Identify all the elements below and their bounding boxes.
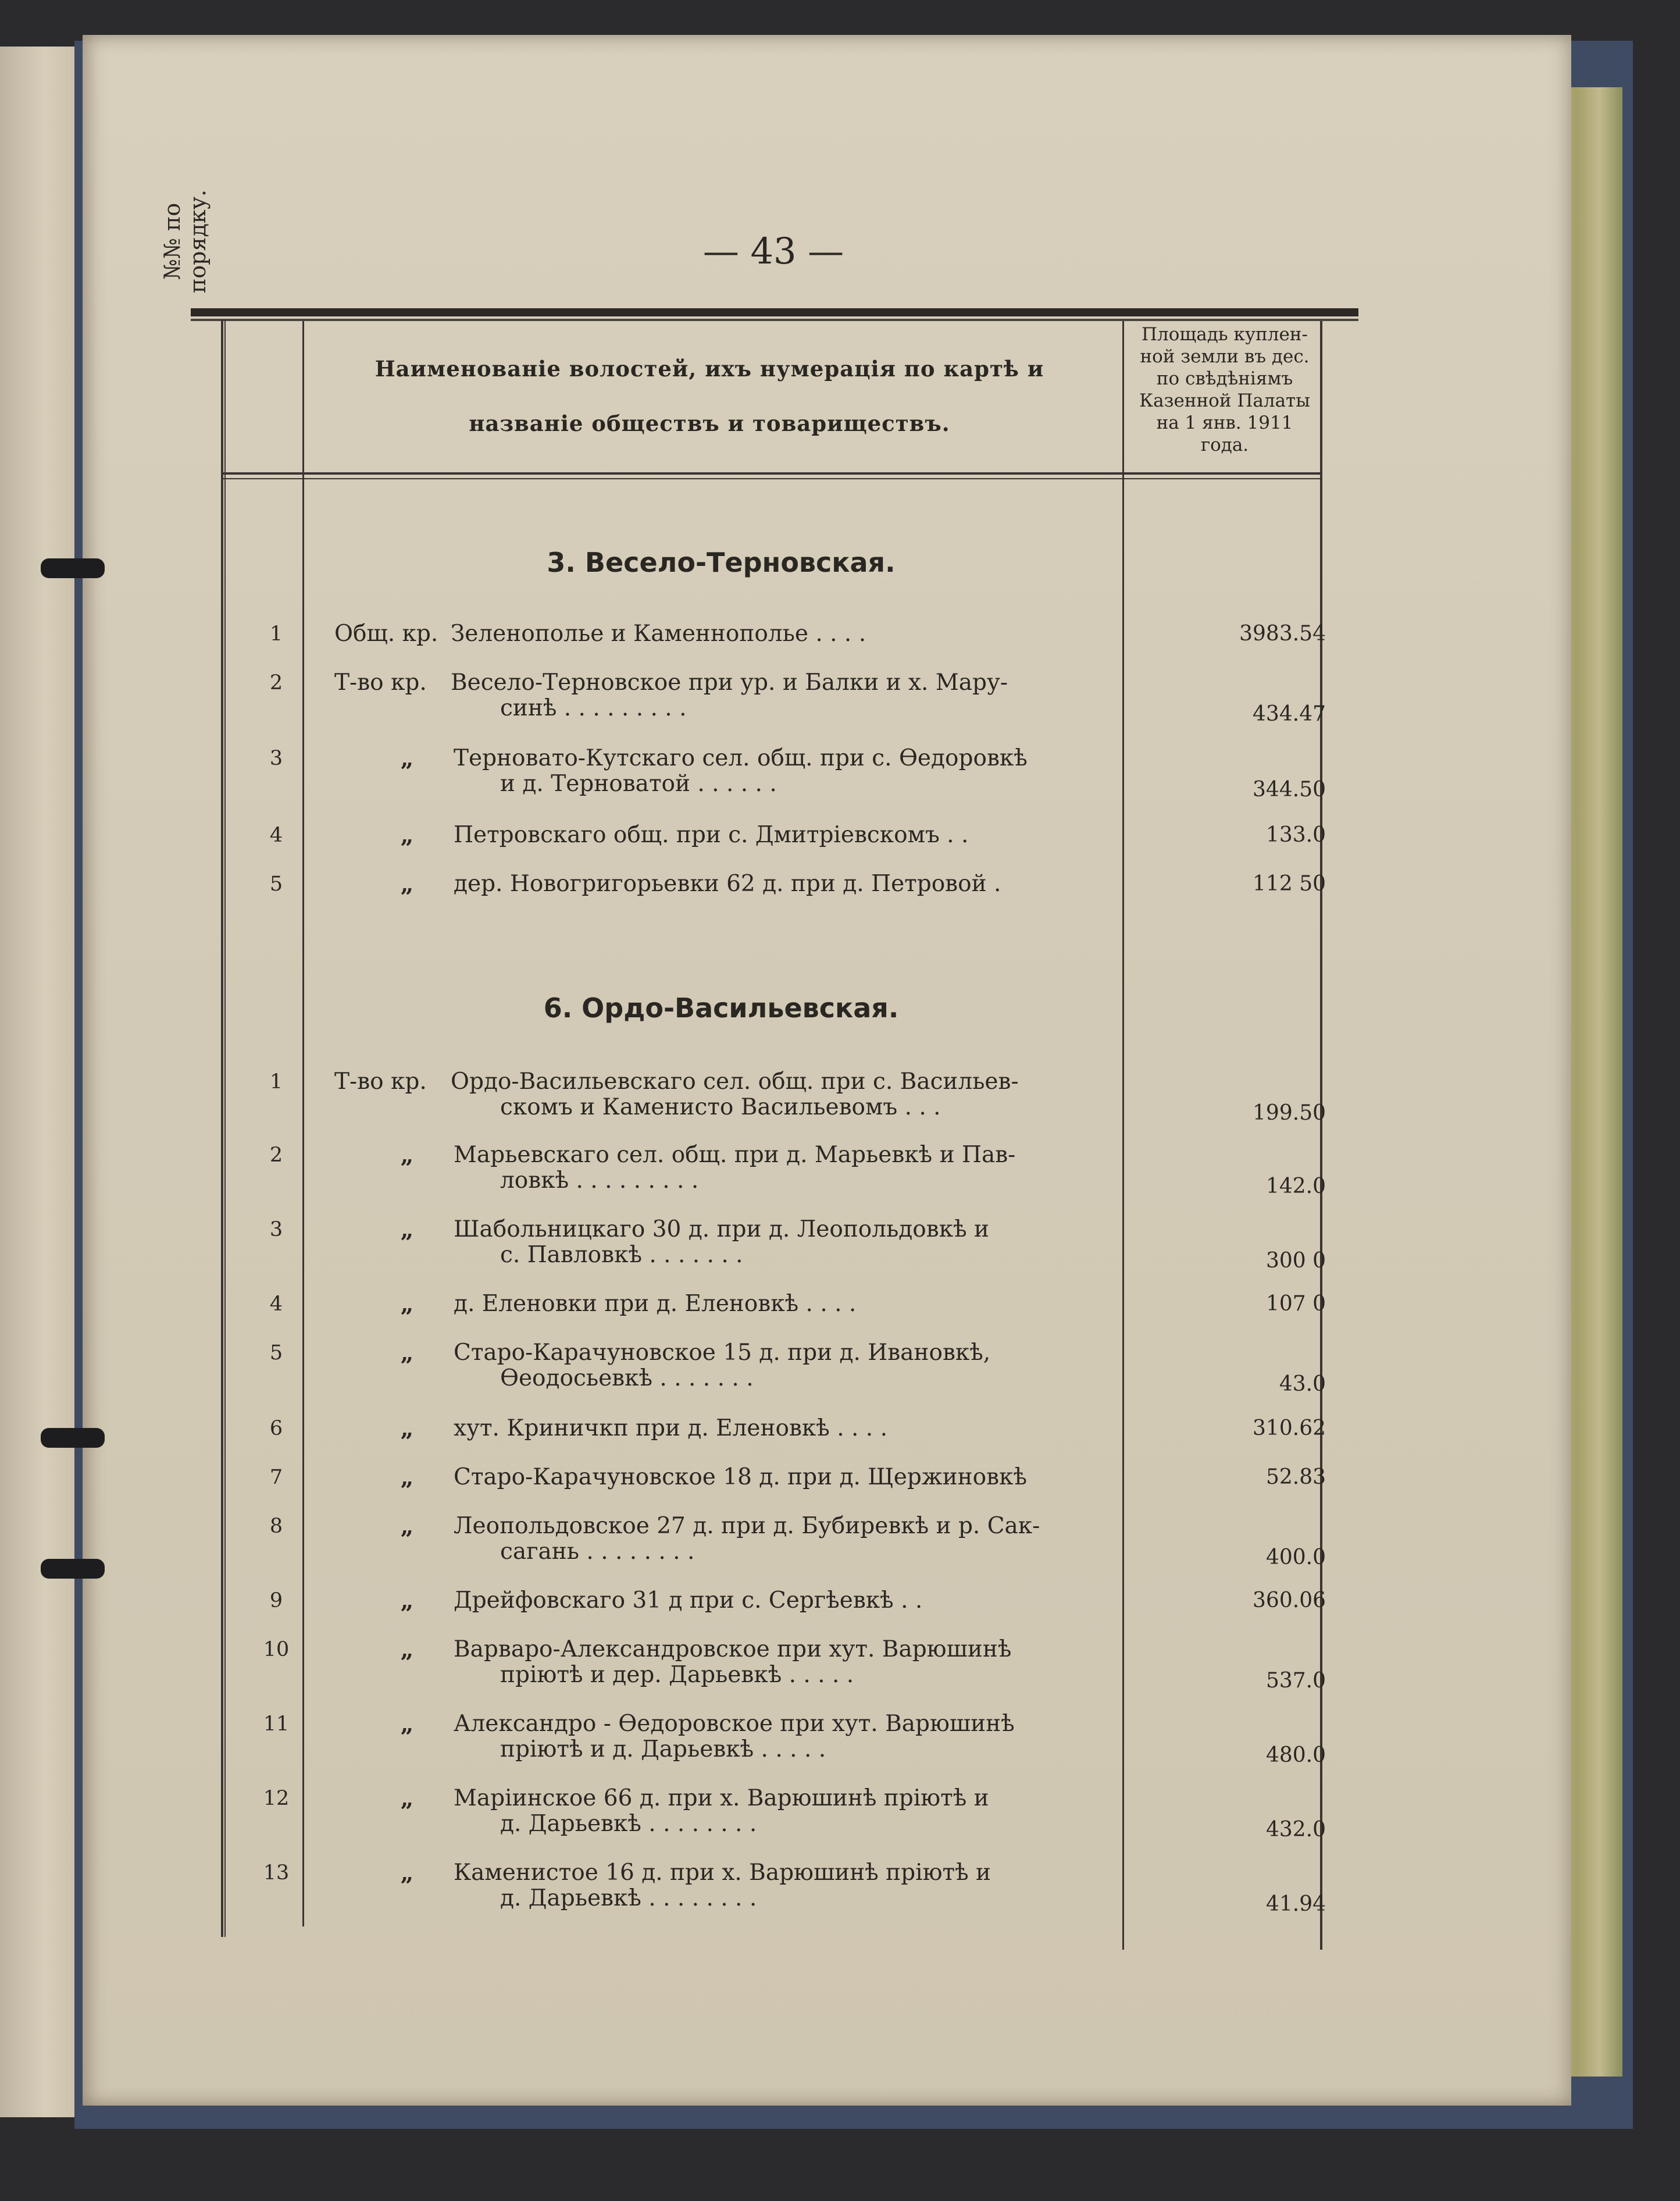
ditto-mark: „ [400, 1513, 414, 1540]
ditto-mark: „ [400, 1415, 414, 1442]
row-description: Варваро-Александровское при хут. Варюшинѣ [454, 1636, 1012, 1662]
row-area: 107 0 [1265, 1292, 1326, 1316]
binder-ring [41, 558, 105, 578]
row-number: 1 [269, 622, 283, 646]
table-right-border [1320, 321, 1322, 1950]
row-area: 112 50 [1253, 872, 1326, 896]
header-area-line: на 1 янв. 1911 [1156, 412, 1293, 433]
row-description: дер. Новогригорьевки 62 д. при д. Петровой . [454, 871, 1001, 897]
row-description: Дрейфовскаго 31 д при с. Сергѣевкѣ . . [454, 1587, 923, 1614]
header-area-line: по свѣдѣніямъ [1156, 368, 1293, 389]
ditto-mark: „ [400, 1587, 414, 1614]
header-area-line: года. [1200, 434, 1249, 455]
row-description: д. Еленовки при д. Еленовкѣ . . . . [454, 1291, 857, 1317]
row-description: Старо-Карачуновское 18 д. при д. Щержиновкѣ [454, 1464, 1028, 1490]
row-area: 310.62 [1253, 1416, 1326, 1440]
row-description-cont: ловкѣ . . . . . . . . . [500, 1167, 699, 1194]
row-description: Старо-Карачуновское 15 д. при д. Ивановкѣ, [454, 1340, 991, 1366]
row-area: 432.0 [1265, 1818, 1326, 1842]
section-title: 6. Ордо-Васильевская. [543, 992, 899, 1024]
ditto-mark: „ [400, 1860, 414, 1886]
row-area: 52.83 [1265, 1465, 1326, 1489]
header-title-line-1: Наименованіе волостей, ихъ нумерація по картѣ и [374, 356, 1044, 382]
row-number: 11 [263, 1712, 290, 1736]
table-top-rule-thin [191, 319, 1358, 321]
row-area: 3983.54 [1239, 622, 1326, 646]
row-number: 8 [269, 1515, 283, 1538]
row-area: 300 0 [1265, 1249, 1326, 1273]
header-number-line: порядку. [185, 189, 211, 294]
row-number: 4 [269, 1292, 283, 1316]
table-left-border [221, 320, 223, 1937]
row-number: 5 [269, 872, 283, 896]
section-title: 3. Весело-Терновская. [547, 547, 896, 578]
ditto-mark: „ [400, 871, 414, 898]
row-description-cont: сагань . . . . . . . . [500, 1538, 695, 1565]
row-description: Терновато-Кутскаго сел. общ. при с. Ѳедоровкѣ [454, 745, 1028, 771]
page-number: — 43 — [702, 230, 844, 272]
row-description: Маріинское 66 д. при х. Варюшинѣ пріютѣ и [454, 1785, 989, 1811]
ditto-mark: „ [400, 1142, 414, 1169]
row-description-cont: пріютѣ и д. Дарьевкѣ . . . . . [500, 1736, 826, 1762]
row-description-cont: скомъ и Каменисто Васильевомъ . . . [500, 1094, 941, 1120]
row-area: 537.0 [1265, 1669, 1326, 1693]
ditto-mark: „ [400, 1216, 414, 1243]
row-number: 9 [269, 1589, 283, 1612]
row-description-cont: д. Дарьевкѣ . . . . . . . . [500, 1811, 757, 1837]
row-description: Марьевскаго сел. общ. при д. Марьевкѣ и Пав- [454, 1142, 1016, 1168]
header-number-column [159, 145, 211, 337]
row-description-cont: Ѳеодосьевкѣ . . . . . . . [500, 1365, 754, 1391]
header-title-line-2: названіе обществъ и товариществъ. [469, 411, 950, 436]
header-area-line: Площадь куплен- [1142, 324, 1308, 345]
row-number: 3 [269, 747, 283, 770]
row-area: 344.50 [1253, 778, 1326, 802]
row-description: Петровскаго общ. при с. Дмитріевскомъ . . [454, 822, 969, 848]
row-description: Александро - Ѳедоровское при хут. Варюшинѣ [454, 1711, 1015, 1737]
header-area-line: ной земли въ дес. [1140, 346, 1310, 367]
ditto-mark: „ [400, 1464, 414, 1491]
ditto-mark: „ [400, 1340, 414, 1366]
binder-ring [41, 1559, 105, 1579]
header-number-line: №№ по [159, 202, 185, 280]
left-page-edge [0, 47, 79, 2117]
ditto-mark: „ [400, 1785, 414, 1812]
ditto-mark: „ [400, 822, 414, 849]
row-number: 4 [269, 824, 283, 847]
row-area: 480.0 [1265, 1743, 1326, 1767]
table-left-border-inner [224, 320, 226, 1937]
header-bottom-rule [223, 472, 1322, 475]
header-bottom-rule-thin [223, 478, 1322, 479]
row-description-cont: пріютѣ и дер. Дарьевкѣ . . . . . [500, 1662, 854, 1688]
row-number: 2 [269, 1144, 283, 1167]
column-divider-number [302, 321, 304, 1926]
row-description: хут. Криничкп при д. Еленовкѣ . . . . [454, 1415, 887, 1441]
row-description: Зеленополье и Каменнополье . . . . [451, 621, 866, 647]
row-area: 142.0 [1265, 1174, 1326, 1198]
row-number: 7 [269, 1466, 283, 1489]
row-prefix: Общ. кр. [334, 621, 438, 647]
row-area: 434.47 [1253, 702, 1326, 726]
row-description-cont: синѣ . . . . . . . . . [500, 695, 687, 721]
header-area-line: Казенной Палаты [1139, 390, 1310, 411]
ditto-mark: „ [400, 745, 414, 772]
row-description-cont: с. Павловкѣ . . . . . . . [500, 1242, 743, 1268]
row-number: 6 [269, 1417, 283, 1440]
row-description-cont: и д. Терноватой . . . . . . [500, 771, 777, 797]
row-area: 360.06 [1253, 1589, 1326, 1612]
row-number: 10 [263, 1638, 290, 1661]
row-area: 133.0 [1265, 823, 1326, 847]
row-description-cont: д. Дарьевкѣ . . . . . . . . [500, 1885, 757, 1911]
row-description: Ордо-Васильевскаго сел. общ. при с. Васильев- [451, 1069, 1019, 1095]
table-top-rule [191, 308, 1358, 316]
row-description: Леопольдовское 27 д. при д. Бубиревкѣ и р. Сак- [454, 1513, 1040, 1539]
row-number: 1 [269, 1070, 283, 1094]
ditto-mark: „ [400, 1636, 414, 1663]
row-number: 13 [263, 1861, 290, 1885]
header-area-column [1126, 323, 1324, 456]
binder-ring [41, 1428, 105, 1448]
row-number: 3 [269, 1218, 283, 1241]
ditto-mark: „ [400, 1711, 414, 1737]
row-prefix: Т-во кр. [334, 669, 427, 696]
ditto-mark: „ [400, 1291, 414, 1317]
row-description: Шабольницкаго 30 д. при д. Леопольдовкѣ и [454, 1216, 990, 1242]
row-area: 400.0 [1265, 1545, 1326, 1569]
row-number: 5 [269, 1341, 283, 1365]
row-area: 43.0 [1279, 1372, 1326, 1396]
row-area: 199.50 [1253, 1101, 1326, 1125]
row-number: 2 [269, 671, 283, 695]
row-area: 41.94 [1265, 1892, 1326, 1916]
row-prefix: Т-во кр. [334, 1069, 427, 1095]
row-number: 12 [263, 1787, 290, 1810]
row-description: Каменистое 16 д. при х. Варюшинѣ пріютѣ и [454, 1860, 991, 1886]
row-description: Весело-Терновское при ур. и Балки и х. Мару- [451, 669, 1008, 696]
